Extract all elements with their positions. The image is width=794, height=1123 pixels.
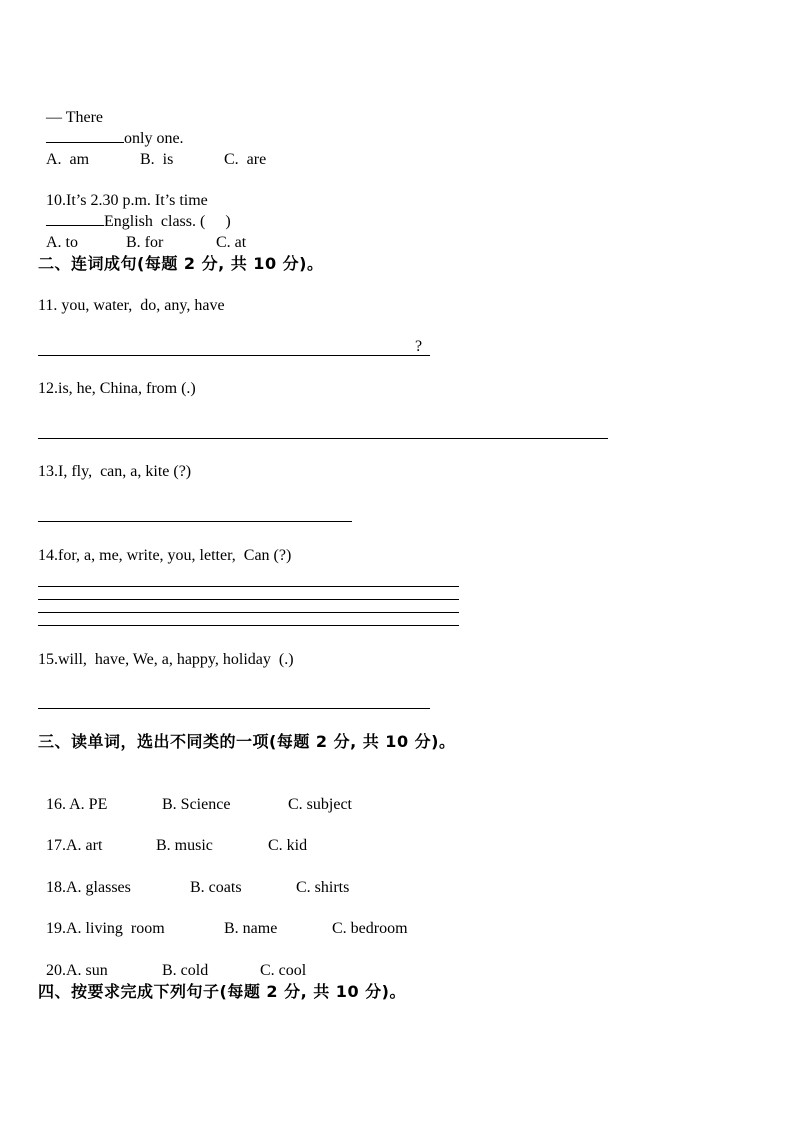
q18-option-b[interactable]: B. coats — [190, 879, 242, 896]
q20-number: 20. — [46, 962, 66, 979]
q12-text: 12.is, he, China, from (.) — [38, 380, 196, 397]
section-3-title: 三、读单词，选出不同类的一项(每题 2 分, 共 10 分)。 — [38, 732, 456, 751]
q17-option-b[interactable]: B. music — [156, 837, 213, 854]
q9-prefix: — There — [46, 109, 104, 126]
q9-option-b[interactable]: B. is — [140, 151, 174, 168]
q19-number: 19. — [46, 920, 66, 937]
q19-option-b[interactable]: B. name — [224, 920, 278, 937]
q19-row — [38, 899, 408, 939]
q16-number: 16. — [46, 796, 66, 813]
section-2-title: 二、连词成句(每题 2 分, 共 10 分)。 — [38, 254, 324, 273]
q13-answer-line[interactable] — [38, 521, 352, 522]
q17-option-a[interactable]: 17.A. art — [46, 837, 103, 854]
q13-text: 13.I, fly, can, a, kite (?) — [38, 463, 192, 480]
q14-answer-line-1[interactable] — [38, 586, 459, 587]
q10-suffix: English class. ( ) — [104, 213, 231, 230]
q14-answer-line-4[interactable] — [38, 625, 459, 626]
q10-option-a[interactable]: A. to — [46, 234, 78, 251]
q17-number: 17. — [46, 837, 66, 854]
q17-option-c[interactable]: C. kid — [268, 837, 308, 854]
q9-options — [38, 130, 266, 170]
q15-text: 15.will, have, We, a, happy, holiday (.) — [38, 651, 294, 668]
q17-row — [38, 816, 307, 856]
q15-answer-line[interactable] — [38, 708, 430, 709]
q9-suffix: only one. — [124, 130, 184, 147]
q18-option-a[interactable]: 18.A. glasses — [46, 879, 131, 896]
q16-option-c[interactable]: C. subject — [288, 796, 352, 813]
q10-option-c[interactable]: C. at — [216, 234, 247, 251]
q16-row — [38, 775, 352, 815]
q16-option-b[interactable]: B. Science — [162, 796, 231, 813]
q11-answer-line[interactable] — [38, 355, 430, 356]
q20-option-a[interactable]: 20.A. sun — [46, 962, 108, 979]
q12-answer-line[interactable] — [38, 438, 608, 439]
q16-option-a[interactable]: 16. A. PE — [46, 796, 108, 813]
q14-text: 14.for, a, me, write, you, letter, Can (?) — [38, 547, 292, 564]
q10-option-b[interactable]: B. for — [126, 234, 164, 251]
q11-end-mark: ? — [415, 338, 423, 355]
q19-option-c[interactable]: C. bedroom — [332, 920, 408, 937]
q20-option-c[interactable]: C. cool — [260, 962, 307, 979]
q10-prefix: 10.It’s 2.30 p.m. It’s time — [46, 192, 208, 209]
section-4-title: 四、按要求完成下列句子(每题 2 分, 共 10 分)。 — [38, 982, 406, 1001]
q14-answer-line-2[interactable] — [38, 599, 459, 600]
q20-option-b[interactable]: B. cold — [162, 962, 209, 979]
q14-answer-line-3[interactable] — [38, 612, 459, 613]
q11-text: 11. you, water, do, any, have — [38, 297, 225, 314]
q9-option-a[interactable]: A. am — [46, 151, 90, 168]
q19-option-a[interactable]: 19.A. living room — [46, 920, 165, 937]
q9-option-c[interactable]: C. are — [224, 151, 267, 168]
q20-row — [38, 941, 306, 981]
q18-number: 18. — [46, 879, 66, 896]
q10-options — [38, 213, 246, 253]
q18-row — [38, 858, 349, 898]
q18-option-c[interactable]: C. shirts — [296, 879, 350, 896]
